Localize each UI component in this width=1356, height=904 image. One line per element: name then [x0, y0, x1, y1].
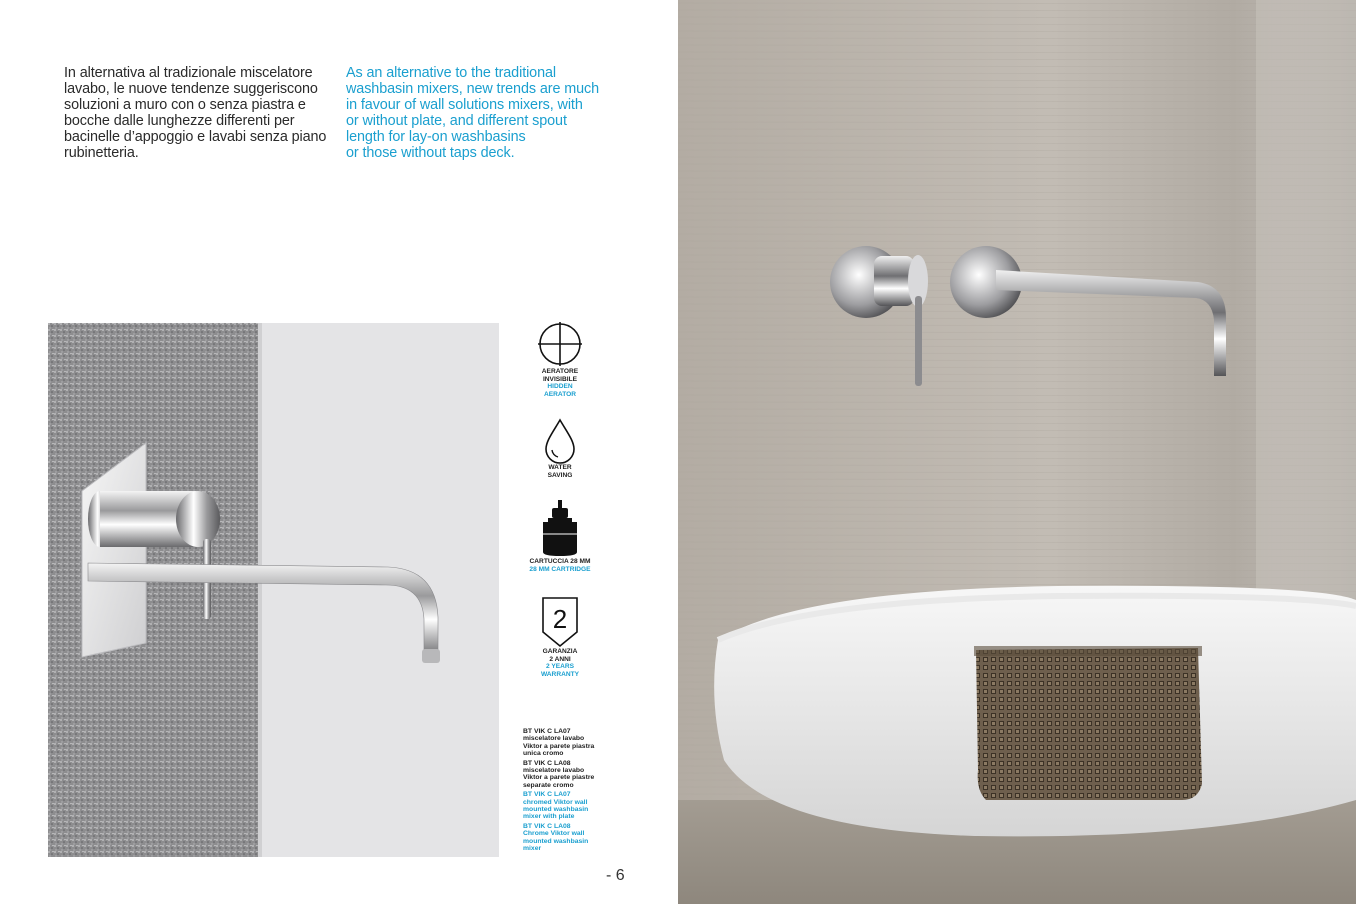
intro-en-line: washbasin mixers, new trends are much — [346, 81, 600, 97]
product-code-it-la08 — [523, 760, 623, 790]
code-line: unica cromo — [523, 750, 564, 758]
code-line: BT VIK C LA07 — [523, 791, 571, 799]
product-code-it-la07 — [523, 728, 623, 758]
feature-label-it: AERATORE — [541, 368, 579, 375]
feature-label-it: CARTUCCIA 28 MM — [529, 558, 591, 565]
product-photo-bathroom-scene — [678, 0, 1356, 904]
intro-en-line: As an alternative to the traditional — [346, 65, 556, 81]
code-line: miscelatore lavabo — [523, 735, 585, 743]
intro-it-line: lavabo, le nuove tendenze suggeriscono — [64, 81, 318, 97]
product-codes — [523, 728, 623, 855]
feature-label-en: WARRANTY — [540, 670, 580, 678]
feature-cartridge — [520, 500, 600, 573]
feature-label-en: 28 MM CARTRIDGE — [529, 565, 591, 573]
page-number: - 6 — [606, 867, 625, 884]
feature-warranty — [520, 596, 600, 678]
code-line: BT VIK C LA07 — [523, 728, 571, 735]
feature-label-it: GARANZIA — [542, 648, 578, 655]
crosshair-aerator-icon — [538, 322, 582, 368]
cartridge-icon — [540, 500, 580, 558]
feature-water-saving — [520, 418, 600, 479]
intro-en-line: in favour of wall solutions mixers, with — [346, 97, 583, 113]
code-line: Viktor a parete piastra — [523, 742, 595, 750]
intro-en-line: or those without taps deck. — [346, 145, 515, 161]
code-line: mounted washbasin — [523, 837, 589, 845]
intro-en-line: length for lay-on washbasins — [346, 129, 526, 145]
code-line: chromed Viktor wall — [523, 798, 588, 806]
warranty-badge-number: 2 — [552, 604, 568, 634]
code-line: mixer with plate — [523, 813, 575, 821]
code-line: BT VIK C LA08 — [523, 759, 571, 767]
feature-label-it: 2 ANNI — [549, 655, 571, 663]
feature-label-en: HIDDEN — [547, 383, 573, 391]
shield-warranty-icon — [540, 596, 580, 648]
feature-label-en: 2 YEARS — [545, 663, 575, 671]
code-line: separate cromo — [523, 781, 574, 789]
intro-it-line: bocche dalle lunghezze differenti per — [64, 113, 295, 129]
intro-en-line: or without plate, and different spout — [346, 113, 567, 129]
feature-label-en: AERATOR — [544, 390, 576, 398]
product-code-en-la07 — [523, 791, 623, 821]
code-line: Chrome Viktor wall — [523, 830, 585, 838]
water-drop-icon — [543, 418, 577, 464]
code-line: mixer — [523, 845, 542, 853]
code-line: BT VIK C LA08 — [523, 822, 571, 830]
intro-it-line: In alternativa al tradizionale miscelatore — [64, 65, 313, 81]
intro-text-italian — [64, 65, 336, 161]
feature-hidden-aerator — [520, 322, 600, 398]
product-code-en-la08 — [523, 823, 623, 853]
intro-it-line: rubinetteria. — [64, 145, 139, 161]
product-photo-wall-mixer-plate — [48, 323, 499, 857]
code-line: Viktor a parete piastre — [523, 774, 595, 782]
feature-label-it: INVISIBILE — [542, 375, 578, 383]
intro-it-line: soluzioni a muro con o senza piastra e — [64, 97, 306, 113]
code-line: mounted washbasin — [523, 806, 589, 814]
feature-label-it: WATER — [548, 464, 572, 471]
code-line: miscelatore lavabo — [523, 767, 585, 775]
intro-it-line: bacinelle d’appoggio e lavabi senza piano — [64, 129, 327, 145]
feature-label-it: SAVING — [547, 471, 573, 479]
intro-text-english — [346, 65, 616, 161]
